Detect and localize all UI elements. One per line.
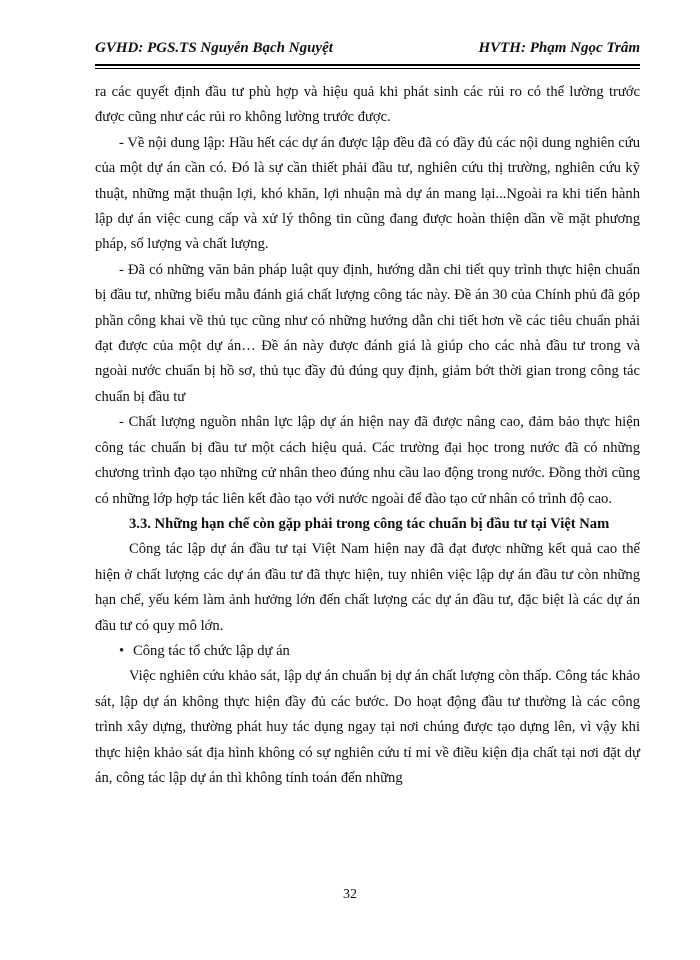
paragraph-overview: Công tác lập dự án đầu tư tại Việt Nam hiện nay đã đạt được những kết quả cao thể hiện ở chất lượng các dự án đầu tư đã thực hiện, tuy nhiên việc lập dự án đầu tư còn những hạn chế, yếu kém làm ảnh hưởng lớn đến chất lượng các dự án đầu tư, đặc biệt là các dự án đầu tư có quy mô lớn.: [95, 541, 640, 634]
header-advisor: GVHD: PGS.TS Nguyễn Bạch Nguyệt: [95, 40, 333, 56]
page-header: [95, 40, 640, 62]
paragraph-1: ra các quyết định đầu tư phù hợp và hiệu quả khi phát sinh các rủi ro có thể lường trước được cũng như các rủi ro không lường trước được.: [95, 84, 640, 126]
header-student: HVTH: Phạm Ngọc Trâm: [478, 40, 640, 56]
bullet-icon: •: [119, 642, 125, 659]
paragraph-legal-documents: - Đã có những văn bản pháp luật quy định, hướng dẫn chi tiết quy trình thực hiện chuẩn bị đầu tư, những biểu mẫu đánh giá chất lượng công tác này. Đề án 30 của Chính phủ đã góp phần công khai về thủ tục cũng như có những hướng dẫn chi tiết hơn về các tiêu chuẩn phải đạt được của một dự án… Đề án này được đánh giá là giúp cho các nhà đầu tư trong và ngoài nước chuẩn bị hồ sơ, thủ tục đầy đủ đúng quy định, giảm bớt thời gian trong công tác chuẩn bị đầu tư: [95, 261, 640, 405]
page-number: 32: [343, 887, 357, 902]
section-heading: 3.3. Những hạn chế còn gặp phải trong công tác chuẩn bị đầu tư tại Việt Nam: [129, 515, 610, 532]
paragraph-survey: Việc nghiên cứu khảo sát, lập dự án chuẩn bị dự án chất lượng còn thấp. Công tác khảo sát, lập dự án không thực hiện đầy đủ các bước. Do hoạt động đầu tư thường là các công trình xây dựng, thường phát huy tác dụng ngay tại nơi chúng được tạo dựng lên, vì vậy khi thực hiện khảo sát địa hình không có sự nghiên cứu tỉ mỉ về điều kiện địa chất tại nơi đặt dự án, công tác lập dự án thì không tính toán đến những: [95, 668, 640, 786]
page-body: [95, 80, 640, 791]
paragraph-content-preparation: - Về nội dung lập: Hầu hết các dự án được lập đều đã có đầy đủ các nội dung nghiên cứu của một dự án cần có. Đó là sự cần thiết phải đầu tư, nghiên cứu thị trường, nghiên cứu kỹ thuật, những mặt thuận lợi, khó khăn, lợi nhuận mà dự án mang lại...Ngoài ra khi tiến hành lập dự án việc cung cấp và xử lý thông tin cũng đang được hoàn thiện dần về mặt phương pháp, số lượng và chất lượng.: [95, 134, 640, 253]
paragraph-human-resources: - Chất lượng nguồn nhân lực lập dự án hiện nay đã được nâng cao, đảm bảo thực hiện công tác chuẩn bị đầu tư một cách hiệu quả. Các trường đại học trong nước đã có những chương trình đạo tạo những cử nhân theo đúng nhu cầu lao động trong nước. Đồng thời cũng có những lớp hợp tác liên kết đào tạo với nước ngoài để đào tạo cử nhân có trình độ cao.: [95, 414, 640, 507]
header-rule-thick: [95, 64, 640, 66]
bullet-text: Công tác tổ chức lập dự án: [133, 642, 290, 659]
header-rule-thin: [95, 68, 640, 69]
bullet-item: [95, 639, 640, 664]
